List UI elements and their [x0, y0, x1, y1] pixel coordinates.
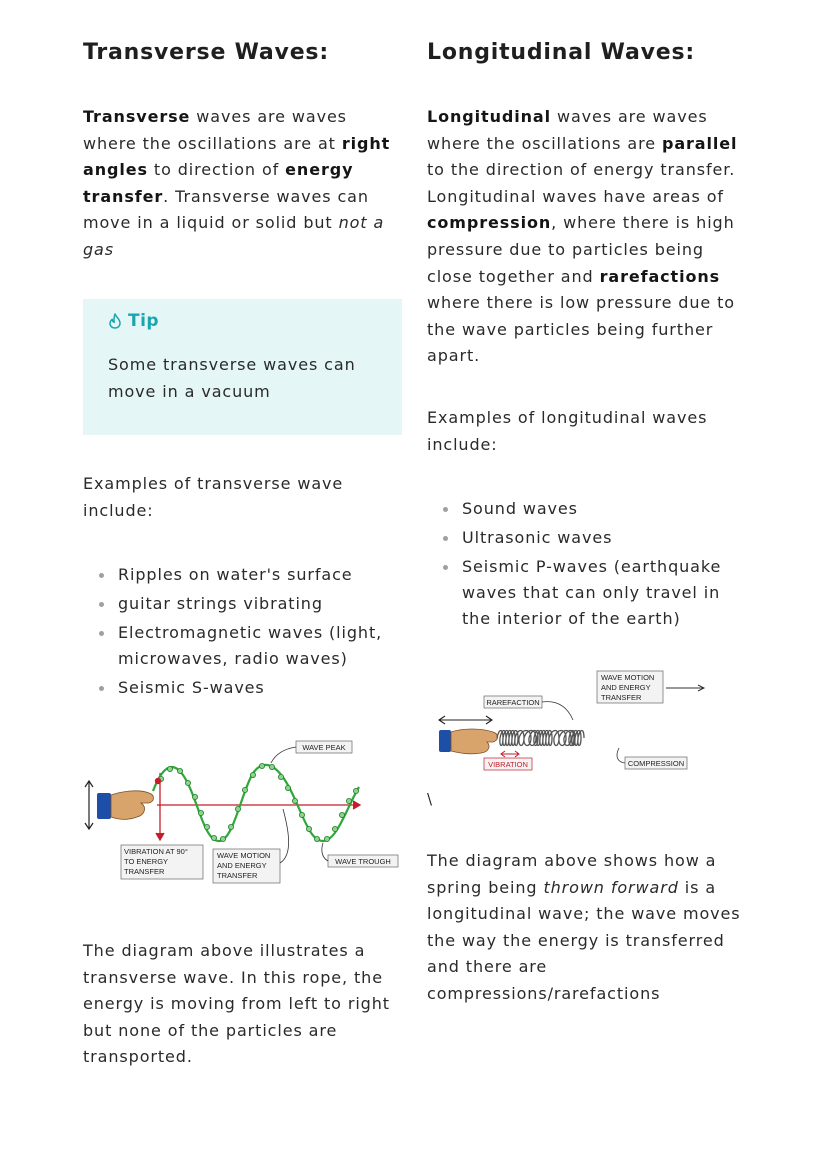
- hand-double-arrow: [439, 716, 492, 724]
- wave-rope: [153, 765, 359, 841]
- svg-text:COMPRESSION: COMPRESSION: [627, 759, 685, 768]
- transverse-wave-diagram: [83, 735, 405, 900]
- vibration-double-arrow: [85, 781, 93, 829]
- list-item: Ripples on water's surface: [83, 562, 405, 588]
- label-rarefaction: [484, 696, 573, 720]
- tip-heading: [108, 311, 159, 331]
- stray-backslash: \: [427, 790, 433, 808]
- svg-text:WAVE MOTION: WAVE MOTION: [217, 851, 271, 860]
- transverse-examples-intro: Examples of transverse wave include:: [83, 474, 344, 520]
- longitudinal-heading: Longitudinal Waves:: [427, 40, 695, 65]
- label-wave-motion: [213, 809, 289, 883]
- svg-text:RAREFACTION: RAREFACTION: [486, 698, 540, 707]
- tip-box: [83, 299, 402, 435]
- list-item: Sound waves: [427, 496, 749, 522]
- transverse-intro: Transverse waves are waves where the oscillations are at right angles to direction of energy transfer. Transverse waves can move in a liquid or solid but not a gas: [83, 107, 391, 259]
- label-wave-trough: [322, 843, 398, 867]
- svg-text:TRANSFER: TRANSFER: [601, 693, 642, 702]
- tip-label: Tip: [128, 311, 160, 331]
- svg-text:VIBRATION: VIBRATION: [488, 760, 528, 769]
- longitudinal-intro: Longitudinal waves are waves where the oscillations are parallel to the direction of energy transfer. Longitudinal waves have areas of compression, where there is high pressure due to particles being close together and rarefactions where there is low pressure due to the wave particles being further apart.: [427, 107, 738, 366]
- hand-icon: [97, 791, 154, 819]
- list-item: Seismic S-waves: [83, 675, 405, 701]
- svg-text:WAVE TROUGH: WAVE TROUGH: [335, 857, 391, 866]
- label-wave-peak: [271, 741, 352, 763]
- longitudinal-wave-diagram: [437, 668, 749, 778]
- svg-text:WAVE PEAK: WAVE PEAK: [302, 743, 346, 752]
- svg-text:VIBRATION AT 90°: VIBRATION AT 90°: [124, 847, 188, 856]
- svg-text:TO ENERGY: TO ENERGY: [124, 857, 169, 866]
- svg-text:TRANSFER: TRANSFER: [217, 871, 258, 880]
- longitudinal-examples-list: [427, 496, 749, 635]
- label-compression: [617, 748, 687, 769]
- transverse-heading: Transverse Waves:: [83, 40, 329, 65]
- transverse-conclusion: The diagram above illustrates a transverse wave. In this rope, the energy is moving from left to right but none of the particles are transported.: [83, 941, 390, 1067]
- hand-icon: [439, 729, 498, 754]
- list-item: Ultrasonic waves: [427, 525, 749, 551]
- svg-text:WAVE MOTION: WAVE MOTION: [601, 673, 655, 682]
- wave-beads: [158, 763, 358, 841]
- svg-text:TRANSFER: TRANSFER: [124, 867, 165, 876]
- tip-text: Some transverse waves can move in a vacuum: [108, 355, 356, 401]
- red-marker-bead: [155, 778, 161, 784]
- label-wave-motion-long: [597, 671, 704, 703]
- vibration-red-arrow: [501, 751, 519, 757]
- flame-icon: [108, 313, 122, 329]
- list-item: guitar strings vibrating: [83, 591, 405, 617]
- svg-text:AND ENERGY: AND ENERGY: [601, 683, 651, 692]
- longitudinal-conclusion: The diagram above shows how a spring being thrown forward is a longitudinal wave; the wave moves the way the energy is transferred and there are compressions/rarefactions: [427, 851, 741, 1003]
- list-item: Seismic P-waves (earthquake waves that can only travel in the interior of the earth): [427, 554, 749, 632]
- svg-text:AND ENERGY: AND ENERGY: [217, 861, 267, 870]
- label-vibration-long: [484, 758, 532, 770]
- spring-coil: [497, 731, 584, 746]
- label-vibration-90: [121, 845, 203, 879]
- transverse-examples-list: [83, 562, 405, 704]
- longitudinal-examples-intro: Examples of longitudinal waves include:: [427, 408, 708, 454]
- list-item: Electromagnetic waves (light, microwaves, radio waves): [83, 620, 405, 672]
